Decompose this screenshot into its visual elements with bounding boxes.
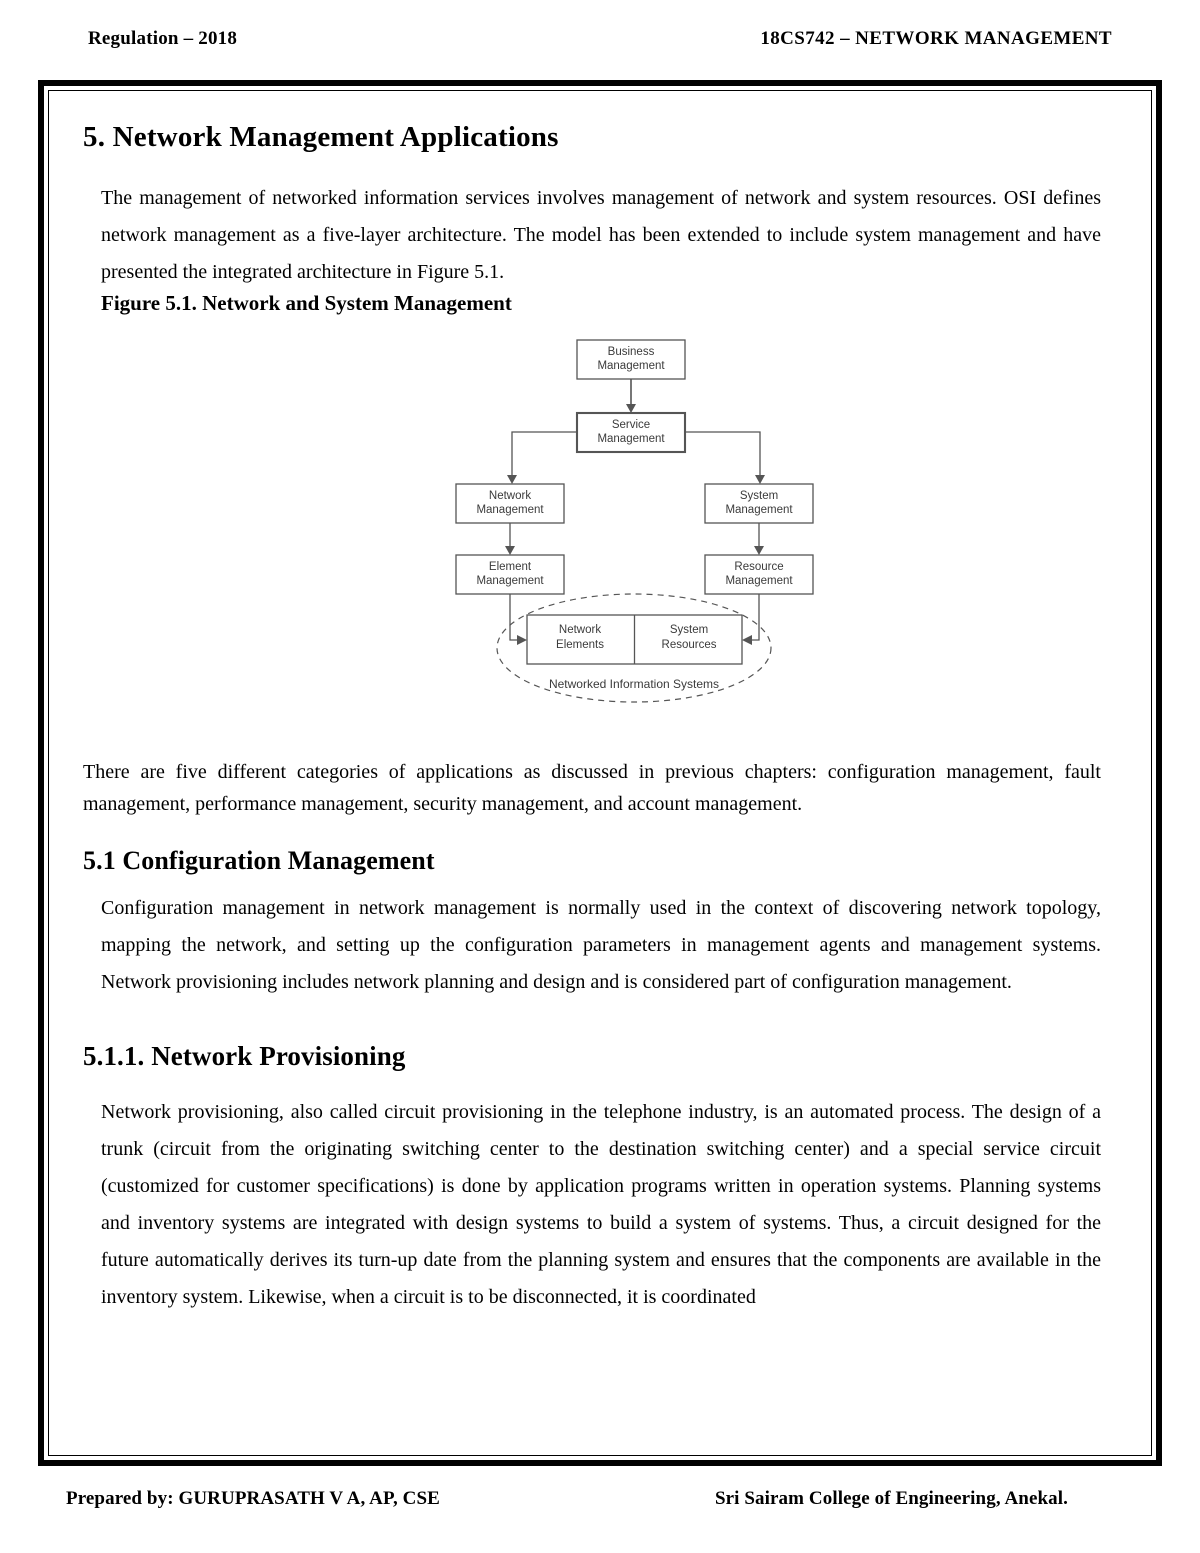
arrowhead-network-to-element-management xyxy=(505,546,515,555)
box-system-resources-line1: System xyxy=(669,624,709,636)
network-system-management-diagram xyxy=(83,330,1101,750)
arrowhead-resource-management-to-system-resources xyxy=(742,635,752,645)
arrowhead-service-to-system-management xyxy=(755,475,765,484)
connector-service-to-system-management xyxy=(685,432,760,477)
footer-institution: Sri Sairam College of Engineering, Anekal. xyxy=(714,1488,1068,1509)
page-title: 5. Network Management Applications xyxy=(83,121,559,153)
arrowhead-service-to-network-management xyxy=(507,475,517,484)
box-system-management-line1: System xyxy=(739,490,779,502)
box-business-management-line1: Business xyxy=(607,346,655,358)
running-footer xyxy=(66,1488,1086,1518)
box-resource-management-line1: Resource xyxy=(734,561,784,573)
ellipse-label: Networked Information Systems xyxy=(548,677,720,691)
box-system-resources-line2: Resources xyxy=(661,639,717,651)
document-content xyxy=(83,121,1101,1441)
box-network-elements-line1: Network xyxy=(558,624,602,636)
header-regulation: Regulation – 2018 xyxy=(88,28,238,49)
figure-caption: Figure 5.1. Network and System Management xyxy=(101,291,512,315)
box-service-management-line1: Service xyxy=(611,419,651,431)
connector-resource-management-to-system-resources xyxy=(750,594,759,640)
connector-service-to-network-management xyxy=(512,432,577,477)
configuration-management-paragraph: Configuration management in network management is normally used in the context of discovering network topology, mapping the network, and setting up the configuration parameters in management agents and management systems. Network provisioning includes network planning and design and is considered part of configuration management. xyxy=(101,897,1101,993)
figure-5-1 xyxy=(83,330,1101,750)
box-system-management-line2: Management xyxy=(725,504,793,516)
box-network-elements-line2: Elements xyxy=(556,639,604,651)
after-figure-paragraph: There are five different categories of applications as discussed in previous chapters: configuration management, fault management, performance management, security management, and account management. xyxy=(83,761,1101,815)
arrowhead-element-management-to-network-elements xyxy=(517,635,527,645)
network-provisioning-paragraph: Network provisioning, also called circuit provisioning in the telephone industry, is an automated process. The design of a trunk (circuit from the originating switching center to the destination switching center) and a special service circuit (customized for customer specifications) is done by application programs written in operation systems. Planning systems and inventory systems are integrated with design systems to build a system of systems. Thus, a circuit designed for the future automatically derives its turn-up date from the planning system and ensures that the components are available in the inventory system. Likewise, when a circuit is to be disconnected, it is coordinated xyxy=(101,1101,1101,1308)
box-network-management-line1: Network xyxy=(488,490,532,502)
page-border-outer xyxy=(38,80,1162,1466)
page-border-inner xyxy=(48,90,1152,1456)
section-heading-5-1: 5.1 Configuration Management xyxy=(83,846,435,875)
arrowhead-business-to-service xyxy=(626,404,636,413)
box-resource-management-line2: Management xyxy=(725,575,793,587)
intro-paragraph: The management of networked information services involves management of network and system resources. OSI defines network management as a five-layer architecture. The model has been extended to include system management and have presented the integrated architecture in Figure 5.1. xyxy=(101,187,1101,283)
box-element-management-line2: Management xyxy=(476,575,544,587)
box-network-management-line2: Management xyxy=(476,504,544,516)
arrowhead-system-to-resource-management xyxy=(754,546,764,555)
box-business-management-line2: Management xyxy=(597,360,665,372)
footer-prepared-by: Prepared by: GURUPRASATH V A, AP, CSE xyxy=(66,1488,440,1509)
connector-element-management-to-network-elements xyxy=(510,594,519,640)
section-heading-5-1-1: 5.1.1. Network Provisioning xyxy=(83,1041,406,1071)
box-element-management-line1: Element xyxy=(488,561,532,573)
running-header xyxy=(88,28,1112,58)
box-service-management-line2: Management xyxy=(597,433,665,445)
header-course-code: 18CS742 – NETWORK MANAGEMENT xyxy=(760,28,1112,49)
